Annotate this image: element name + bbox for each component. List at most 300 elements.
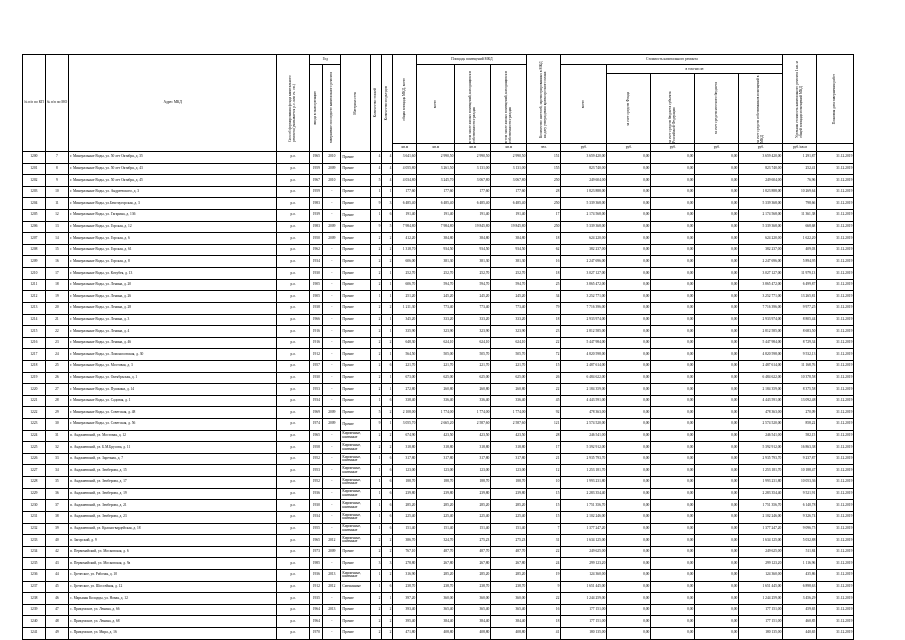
cell-y2: 2013 <box>323 569 341 581</box>
cell-y1: 1952 <box>310 453 323 465</box>
cell-res: 41 <box>527 627 561 639</box>
cell-ct: 180 135,00 <box>561 627 607 639</box>
cell-ct: 624 220,00 <box>561 233 607 245</box>
cell-mat: Кирпичные, каменные <box>341 477 371 489</box>
cell-cf: 0,00 <box>607 279 651 291</box>
cell-pc: 267,80 <box>455 558 491 570</box>
cell-pc: 3 131,00 <box>491 163 527 175</box>
cell-pt: 2 990,50 <box>417 152 455 164</box>
cell-n: 1203 <box>23 186 46 198</box>
cell-fl: 2 <box>371 337 382 349</box>
cell-y2: 2009 <box>323 419 341 431</box>
cell-ta: 393,40 <box>393 604 417 616</box>
cell-fl: 1 <box>371 581 382 593</box>
cell-cb: 0,00 <box>651 256 695 268</box>
cell-en: 6 <box>382 477 393 489</box>
cell-co: 2 812 585,00 <box>739 326 783 338</box>
cell-mat: Прочие <box>341 221 371 233</box>
cell-pc: 275,23 <box>455 535 491 547</box>
cell-y1: 1939 <box>310 210 323 222</box>
cell-m: 32 <box>45 442 68 454</box>
cell-dl: 31.12.2019 <box>817 268 854 280</box>
cell-pc: 177,60 <box>491 186 527 198</box>
cell-cb: 0,00 <box>651 453 695 465</box>
cell-pc: 505,70 <box>455 349 491 361</box>
cell-y1: 1974 <box>310 419 323 431</box>
cell-f: р.о. <box>277 186 310 198</box>
cell-cb: 0,00 <box>651 233 695 245</box>
cell-dl: 31.12.2019 <box>817 430 854 442</box>
cell-res: 34 <box>527 291 561 303</box>
table-row <box>23 268 854 280</box>
cell-y1: 1958 <box>310 442 323 454</box>
cell-n: 1223 <box>23 419 46 431</box>
cell-addr: п. Анджиевский, ул. Красногвардейская, д. 18 <box>69 523 277 535</box>
cell-pt: 365,40 <box>417 604 455 616</box>
cell-en: 6 <box>382 511 393 523</box>
cell-addr: г. Минеральные Воды, ул.Бештаугорская, д. 3 <box>69 198 277 210</box>
cell-pc: 487,70 <box>455 546 491 558</box>
cell-addr: г. Минеральные Воды, ул. Кочубея, д. 13 <box>69 268 277 280</box>
cell-addr: г. Минеральные Воды, ул. Горская, д. 6 <box>69 233 277 245</box>
cell-n: 1235 <box>23 558 46 570</box>
cell-pc: 191,40 <box>455 210 491 222</box>
cell-res: 17 <box>527 210 561 222</box>
cell-f: р.о. <box>277 233 310 245</box>
cell-pc: 323,90 <box>491 326 527 338</box>
cell-f: р.о. <box>277 175 310 187</box>
cell-dl: 31.12.2019 <box>817 163 854 175</box>
cell-uc: 409,03 <box>783 244 817 256</box>
table-row <box>23 430 854 442</box>
cell-y1: 1936 <box>310 569 323 581</box>
cell-pc: 625,00 <box>491 372 527 384</box>
cell-cf: 0,00 <box>607 360 651 372</box>
cell-pc: 225,40 <box>491 511 527 523</box>
cell-n: 1214 <box>23 314 46 326</box>
cell-n: 1241 <box>23 627 46 639</box>
table-row <box>23 302 854 314</box>
unit-cell: кв.м <box>417 144 455 152</box>
cell-cb: 0,00 <box>651 419 695 431</box>
cell-pc: 934,50 <box>455 244 491 256</box>
cell-en: 2 <box>382 407 393 419</box>
cell-f: р.о. <box>277 488 310 500</box>
cell-y2: 2009 <box>323 233 341 245</box>
cell-m: 47 <box>45 604 68 616</box>
cell-mat: Кирпичные, каменные <box>341 569 371 581</box>
cell-m: 44 <box>45 569 68 581</box>
cell-pc: 238,70 <box>455 581 491 593</box>
unit-cell: кв.м <box>393 144 417 152</box>
cell-ta: 1 211,30 <box>393 302 417 314</box>
cell-m: 35 <box>45 477 68 489</box>
cell-pt: 505,00 <box>417 349 455 361</box>
cell-y1: 1983 <box>310 198 323 210</box>
cell-res: 121 <box>527 419 561 431</box>
cell-n: 1240 <box>23 616 46 628</box>
cell-en: 1 <box>382 314 393 326</box>
cell-mat: Кирпичные, каменные <box>341 511 371 523</box>
cell-m: 23 <box>45 337 68 349</box>
cell-uc: 5 032,88 <box>783 535 817 547</box>
cell-cb: 0,00 <box>651 372 695 384</box>
cell-res: 10 <box>527 477 561 489</box>
cell-cl: 0,00 <box>695 152 739 164</box>
cell-cf: 0,00 <box>607 442 651 454</box>
cell-addr: г. Минеральные Воды, ул. Ленина, д. 4 <box>69 326 277 338</box>
cell-dl: 31.12.2019 <box>817 465 854 477</box>
cell-cl: 0,00 <box>695 546 739 558</box>
unit-cell: кв.м <box>455 144 491 152</box>
cell-mat: Прочие <box>341 546 371 558</box>
cell-ct: 177 151,00 <box>561 604 607 616</box>
cell-m: 33 <box>45 453 68 465</box>
cell-dl: 31.12.2019 <box>817 546 854 558</box>
cell-res: 151 <box>527 152 561 164</box>
cell-en: 6 <box>382 395 393 407</box>
cell-en: 1 <box>382 419 393 431</box>
cell-fl: 2 <box>371 268 382 280</box>
header-cost-owners: за счет средств собственников помещений в МКД <box>756 75 764 143</box>
cell-n: 1232 <box>23 523 46 535</box>
cell-uc: 8 375,58 <box>783 384 817 396</box>
cell-uc: 11 168,76 <box>783 360 817 372</box>
cell-dl: 31.12.2019 <box>817 442 854 454</box>
table-row <box>23 569 854 581</box>
cell-ta: 471,80 <box>393 627 417 639</box>
cell-fl: 2 <box>371 535 382 547</box>
header-year: Год <box>310 55 341 65</box>
cell-cl: 0,00 <box>695 535 739 547</box>
cell-mat: Прочие <box>341 627 371 639</box>
cell-y1: 1955 <box>310 523 323 535</box>
table-row <box>23 581 854 593</box>
cell-cf: 0,00 <box>607 337 651 349</box>
cell-addr: п. Первомайский, ул. Московская, д. 9а <box>69 558 277 570</box>
cell-cl: 0,00 <box>695 384 739 396</box>
cell-pc: 225,40 <box>455 511 491 523</box>
cell-pt: 324,70 <box>417 535 455 547</box>
cell-dl: 31.12.2019 <box>817 244 854 256</box>
cell-pt: 3 261,50 <box>417 163 455 175</box>
cell-cf: 0,00 <box>607 581 651 593</box>
header-address: Адрес МКД <box>69 55 277 152</box>
cell-fl: 2 <box>371 372 382 384</box>
cell-y2: - <box>323 488 341 500</box>
cell-y2: - <box>323 523 341 535</box>
cell-fl: 2 <box>371 349 382 361</box>
cell-ta: 285,20 <box>393 500 417 512</box>
cell-y1: 1916 <box>310 337 323 349</box>
unit-cell: руб. <box>607 144 651 152</box>
cell-fl: 1 <box>371 453 382 465</box>
cell-y2: 2009 <box>323 221 341 233</box>
cell-addr: п. Анджиевский, ул. Зеиберова, д. 17 <box>69 477 277 489</box>
cell-pc: 317,80 <box>491 453 527 465</box>
cell-fl: 2 <box>371 442 382 454</box>
cell-en: 1 <box>382 593 393 605</box>
header-year-commission: ввода в эксплуатацию <box>310 65 323 152</box>
cell-ta: 648,30 <box>393 337 417 349</box>
cell-f: р.о. <box>277 244 310 256</box>
cell-en: 1 <box>382 326 393 338</box>
cell-uc: 8 805,44 <box>783 314 817 326</box>
cell-y2: - <box>323 453 341 465</box>
cell-fl: 1 <box>371 511 382 523</box>
cell-pt: 625,00 <box>417 372 455 384</box>
cell-ct: 2 935 793,70 <box>561 453 607 465</box>
cell-y2: - <box>323 477 341 489</box>
cell-cb: 0,00 <box>651 360 695 372</box>
unit-cell: руб. <box>739 144 783 152</box>
cell-y2: - <box>323 337 341 349</box>
table-body <box>23 152 854 640</box>
cell-cf: 0,00 <box>607 372 651 384</box>
cell-ct: 5 339 368,00 <box>561 198 607 210</box>
cell-en: 3 <box>382 558 393 570</box>
cell-addr: г. Минеральные Воды, ул. Ленина, д. 28 <box>69 302 277 314</box>
cell-cb: 0,00 <box>651 395 695 407</box>
cell-fl: 2 <box>371 627 382 639</box>
table-row <box>23 256 854 268</box>
cell-mat: Прочие <box>341 279 371 291</box>
cell-addr: г. Минеральные Воды, ул. Ломоносовская, д. 30 <box>69 349 277 361</box>
cell-uc: 8 729,34 <box>783 337 817 349</box>
cell-en: 2 <box>382 233 393 245</box>
cell-en: 2 <box>382 302 393 314</box>
cell-dl: 31.12.2019 <box>817 221 854 233</box>
cell-pt: 1 774,00 <box>417 407 455 419</box>
cell-pc: 239,80 <box>455 488 491 500</box>
table-row <box>23 395 854 407</box>
cell-pc: 285,20 <box>491 500 527 512</box>
cell-mat: Прочие <box>341 198 371 210</box>
cell-en: 2 <box>382 616 393 628</box>
cell-co: 624 220,00 <box>739 233 783 245</box>
cell-uc: 10 188,47 <box>783 465 817 477</box>
cell-fl: 1 <box>371 500 382 512</box>
cell-pc: 323,90 <box>455 326 491 338</box>
cell-mat: Прочие <box>341 337 371 349</box>
table-row <box>23 558 854 570</box>
cell-pc: 365,40 <box>455 604 491 616</box>
cell-pc: 773,40 <box>491 302 527 314</box>
cell-en: 2 <box>382 604 393 616</box>
cell-ta: 606,00 <box>393 256 417 268</box>
cell-f: р.о. <box>277 523 310 535</box>
cell-co: 1 993 231,80 <box>739 477 783 489</box>
cell-dl: 31.12.2019 <box>817 326 854 338</box>
cell-pc: 3 067,80 <box>491 175 527 187</box>
cell-mat: Прочие <box>341 152 371 164</box>
cell-n: 1220 <box>23 384 46 396</box>
cell-cb: 0,00 <box>651 314 695 326</box>
cell-ta: 239,80 <box>393 488 417 500</box>
table-row <box>23 511 854 523</box>
cell-cl: 0,00 <box>695 186 739 198</box>
cell-f: р.о. <box>277 326 310 338</box>
cell-f: р.о. <box>277 604 310 616</box>
cell-pt: 934,50 <box>417 244 455 256</box>
cell-addr: с. Марьины Колодцы, ул. Новая, д. 12 <box>69 593 277 605</box>
cell-ta: 674,90 <box>393 430 417 442</box>
cell-pc: 177,60 <box>455 186 491 198</box>
header-year-last-repair: завершение последнего капитального ремонта <box>323 65 341 152</box>
cell-uc: 10 378,58 <box>783 372 817 384</box>
cell-y2: - <box>323 558 341 570</box>
header-cost-fund: за счет средств Фонда <box>625 91 630 126</box>
cell-ct: 1 634 125,00 <box>561 535 607 547</box>
cell-y1: 1930 <box>310 500 323 512</box>
cell-f: р.о. <box>277 407 310 419</box>
cell-pc: 151,40 <box>491 523 527 535</box>
cell-y2: 2009 <box>323 163 341 175</box>
cell-y2: 2012 <box>323 581 341 593</box>
cell-n: 1236 <box>23 569 46 581</box>
header-entrances: Количество подъездов <box>382 55 393 152</box>
cell-fl: 2 <box>371 326 382 338</box>
cell-cl: 0,00 <box>695 604 739 616</box>
cell-n: 1202 <box>23 175 46 187</box>
cell-dl: 31.12.2019 <box>817 569 854 581</box>
cell-y2: 2010 <box>323 152 341 164</box>
cell-addr: п. Анджиевский, ул. Зеиберова, д. 21 <box>69 500 277 512</box>
cell-res: 9 <box>527 581 561 593</box>
cell-n: 1228 <box>23 477 46 489</box>
cell-pc: 239,80 <box>491 488 527 500</box>
cell-y1: 1935 <box>310 593 323 605</box>
cell-dl: 31.12.2019 <box>817 314 854 326</box>
cell-pt: 318,80 <box>417 442 455 454</box>
cell-dl: 31.12.2019 <box>817 453 854 465</box>
cell-ta: 318,80 <box>393 442 417 454</box>
cell-res: 15 <box>527 500 561 512</box>
table-row <box>23 604 854 616</box>
cell-ta: 151,40 <box>393 523 417 535</box>
cell-f: р.о. <box>277 221 310 233</box>
cell-res: 28 <box>527 430 561 442</box>
cell-ta: 191,40 <box>393 210 417 222</box>
cell-co: 3 027 127,00 <box>739 268 783 280</box>
cell-f: р.о. <box>277 163 310 175</box>
cell-fl: 2 <box>371 604 382 616</box>
cell-pt: 323,90 <box>417 326 455 338</box>
cell-pt: 123,00 <box>417 465 455 477</box>
cell-y2: - <box>323 291 341 303</box>
cell-y2: 2012 <box>323 535 341 547</box>
cell-mat: Прочие <box>341 268 371 280</box>
cell-addr: г. Минеральные Воды, ул. 50 лет Октября, д. 35 <box>69 152 277 164</box>
cell-n: 1221 <box>23 395 46 407</box>
cell-y1: 1953 <box>310 465 323 477</box>
cell-y1: 1930 <box>310 268 323 280</box>
cell-fl: 5 <box>371 407 382 419</box>
cell-uc: 6 140,78 <box>783 500 817 512</box>
cell-fl: 2 <box>371 384 382 396</box>
cell-ta: 338,40 <box>393 395 417 407</box>
cell-addr: г. Минеральные Воды, ул. Ленина, д. 20 <box>69 279 277 291</box>
cell-cb: 0,00 <box>651 337 695 349</box>
cell-m: 19 <box>45 291 68 303</box>
cell-m: 10 <box>45 186 68 198</box>
cell-m: 46 <box>45 593 68 605</box>
cell-pt: 381,30 <box>417 256 455 268</box>
cell-cb: 0,00 <box>651 291 695 303</box>
cell-pc: 123,00 <box>455 465 491 477</box>
cell-y2: - <box>323 186 341 198</box>
cell-ta: 317,80 <box>393 453 417 465</box>
cell-res: 250 <box>527 175 561 187</box>
cell-en: 2 <box>382 256 393 268</box>
cell-dl: 31.12.2019 <box>817 279 854 291</box>
cell-n: 1229 <box>23 488 46 500</box>
cell-pc: 384,80 <box>455 233 491 245</box>
cell-co: 5 339 368,00 <box>739 221 783 233</box>
table-row <box>23 186 854 198</box>
cell-ct: 177 151,00 <box>561 616 607 628</box>
cell-cl: 0,00 <box>695 407 739 419</box>
cell-pc: 6 485,40 <box>455 198 491 210</box>
cell-dl: 31.12.2019 <box>817 488 854 500</box>
cell-mat: Кирпичные, каменные <box>341 523 371 535</box>
cell-n: 1216 <box>23 337 46 349</box>
cell-addr: п. Анджиевский, ул. Б.М.Брусова, д. 11 <box>69 442 277 454</box>
cell-f: р.о. <box>277 569 310 581</box>
cell-cl: 0,00 <box>695 337 739 349</box>
cell-pc: 2 587,60 <box>455 419 491 431</box>
cell-pc: 381,30 <box>491 256 527 268</box>
cell-cb: 0,00 <box>651 488 695 500</box>
cell-m: 31 <box>45 430 68 442</box>
cell-mat: Прочие <box>341 210 371 222</box>
cell-pc: 423,50 <box>491 430 527 442</box>
cell-f: р.о. <box>277 511 310 523</box>
cell-y2: - <box>323 384 341 396</box>
cell-cf: 0,00 <box>607 453 651 465</box>
cell-pc: 625,00 <box>455 372 491 384</box>
cell-pt: 245,20 <box>417 291 455 303</box>
cell-cl: 0,00 <box>695 268 739 280</box>
cell-ct: 2 812 585,00 <box>561 326 607 338</box>
cell-y2: - <box>323 372 341 384</box>
cell-mat: Смешанные <box>341 581 371 593</box>
cell-pt: 408,80 <box>417 627 455 639</box>
cell-cf: 0,00 <box>607 349 651 361</box>
cell-ta: 345,20 <box>393 314 417 326</box>
cell-fl: 1 <box>371 477 382 489</box>
cell-ct: 478 363,00 <box>561 407 607 419</box>
cell-f: р.о. <box>277 581 310 593</box>
cell-pc: 275,23 <box>491 535 527 547</box>
cell-cl: 0,00 <box>695 395 739 407</box>
header-premises-total: всего <box>417 65 455 144</box>
cell-en: 1 <box>382 372 393 384</box>
cell-addr: г. Минеральные Воды, ул. Горская, д. 12 <box>69 221 277 233</box>
cell-co: 180 135,00 <box>739 627 783 639</box>
cell-pc: 934,50 <box>491 244 527 256</box>
cell-pc: 365,40 <box>491 604 527 616</box>
cell-n: 1231 <box>23 511 46 523</box>
cell-uc: 9 326,74 <box>783 511 817 523</box>
cell-cl: 0,00 <box>695 360 739 372</box>
table-row <box>23 279 854 291</box>
cell-cf: 0,00 <box>607 233 651 245</box>
cell-y2: - <box>323 430 341 442</box>
cell-fl: 1 <box>371 291 382 303</box>
cell-dl: 31.12.2019 <box>817 360 854 372</box>
cell-cb: 0,00 <box>651 349 695 361</box>
